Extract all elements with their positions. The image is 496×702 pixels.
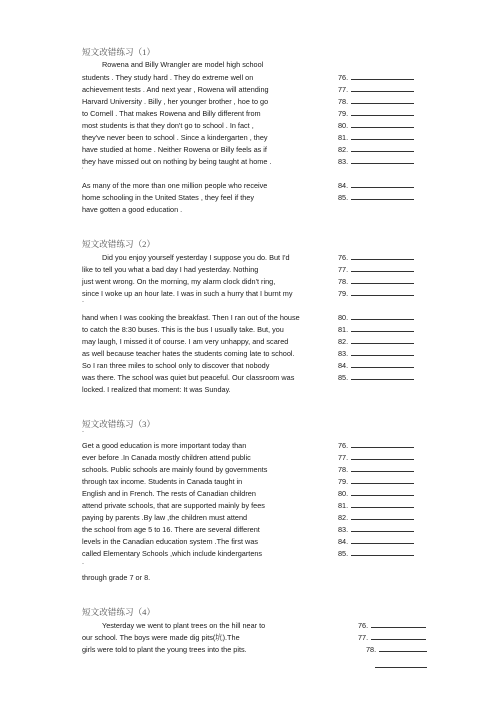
s2-line-10: was there. The school was quiet but peaceful. Our classroom was (82, 373, 295, 382)
s1-line-5: to Cornell . That makes Rowena and Billy different from (82, 109, 261, 118)
s3-line-1: Get a good education is more important today than (82, 441, 247, 450)
s3-line-10: called Elementary Schools ,which include kindergartens (82, 549, 263, 558)
s3-line-8: the school from age 5 to 16. There are several different (82, 525, 260, 534)
s2-answer-79[interactable]: 79. (338, 289, 414, 298)
s4-answer-77[interactable]: 77. (358, 633, 426, 642)
s2-answer-80[interactable]: 80. (338, 313, 414, 322)
s3-line-9: levels in the Canadian education system .The first was (82, 537, 259, 546)
s4-answer-76[interactable]: 76. (358, 621, 426, 630)
s1-answer-77[interactable]: 77. (338, 85, 414, 94)
s2-line-11: locked. I realized that moment: It was Sunday. (82, 385, 231, 394)
s2-answer-84[interactable]: 84. (338, 361, 414, 370)
s2-line-5: hand when I was cooking the breakfast. Then I ran out of the house (82, 313, 300, 322)
s3-answer-82[interactable]: 82. (338, 513, 414, 522)
s2-line-8: as well because teacher hates the students coming late to school. (82, 349, 295, 358)
s3-answer-77[interactable]: 77. (338, 453, 414, 462)
s3-answer-83[interactable]: 83. (338, 525, 414, 534)
s1-line-7: they've never been to school . Since a kindergarten , they (82, 133, 268, 142)
section-2-title: 短文改错练习（2） (82, 239, 156, 249)
s2-mark: - (82, 299, 84, 305)
s3-line-7: paying by parents .By law ,the children must attend (82, 513, 248, 522)
s4-line-3: girls were told to plant the young trees into the pits. (82, 645, 247, 654)
section-1-title: 短文改错练习（1） (82, 47, 156, 57)
s2-answer-78[interactable]: 78. (338, 277, 414, 286)
s2-line-9: So I ran three miles to school only to discover that nobody (82, 361, 270, 370)
section-4-title: 短文改错练习（4） (82, 607, 156, 617)
s3-line-2: ever before .In Canada mostly children attend public (82, 453, 251, 462)
s4-line-1: Yesterday we went to plant trees on the hill near to (102, 621, 266, 630)
s2-line-2: like to tell you what a bad day I had yesterday. Nothing (82, 265, 259, 274)
s3-mark-2: - (82, 561, 84, 567)
s2-line-1: Did you enjoy yourself yesterday I suppose you do. But I'd (102, 253, 290, 262)
s3-line-4: through tax income. Students in Canada taught in (82, 477, 243, 486)
s4-answer-blank-extra[interactable] (375, 667, 427, 668)
s1-answer-78[interactable]: 78. (338, 97, 414, 106)
s1-line-8: have studied at home . Neither Rowena or Billy feels as if (82, 145, 267, 154)
s3-answer-81[interactable]: 81. (338, 501, 414, 510)
s4-answer-78[interactable]: 78. (366, 645, 427, 654)
s4-line-2: our school. The boys were made dig pits(坑).The (82, 633, 240, 642)
s1-line-1: Rowena and Billy Wrangler are model high school (102, 60, 264, 69)
s2-answer-85[interactable]: 85. (338, 373, 414, 382)
s2-answer-82[interactable]: 82. (338, 337, 414, 346)
s3-answer-80[interactable]: 80. (338, 489, 414, 498)
s1-answer-83[interactable]: 83. (338, 157, 414, 166)
s2-answer-81[interactable]: 81. (338, 325, 414, 334)
s2-line-6: to catch the 8:30 buses. This is the bus I usually take. But, you (82, 325, 284, 334)
s1-line-11: home schooling in the United States , they feel if they (82, 193, 254, 202)
s3-line-11: through grade 7 or 8. (82, 573, 151, 582)
s2-answer-83[interactable]: 83. (338, 349, 414, 358)
s1-line-6: most students is that they don't go to school . In fact , (82, 121, 254, 130)
s2-line-7: may laugh, I missed it of course. I am very unhappy, and scared (82, 337, 289, 346)
s1-line-12: have gotten a good education . (82, 205, 183, 214)
s2-line-4: since I woke up an hour late. I was in such a hurry that I burnt my (82, 289, 293, 298)
section-3-title: 短文改错练习（3） (82, 419, 156, 429)
s2-answer-77[interactable]: 77. (338, 265, 414, 274)
s3-answer-79[interactable]: 79. (338, 477, 414, 486)
s1-mark: ' (82, 168, 84, 174)
s1-answer-79[interactable]: 79. (338, 109, 414, 118)
s1-answer-81[interactable]: 81. (338, 133, 414, 142)
s1-answer-80[interactable]: 80. (338, 121, 414, 130)
s2-line-3: just went wrong. On the morning, my alarm clock didn't ring, (82, 277, 276, 286)
s3-line-5: English and in French. The rests of Canadian children (82, 489, 256, 498)
s1-line-9: they have missed out on nothing by being taught at home . (82, 157, 272, 166)
s1-answer-82[interactable]: 82. (338, 145, 414, 154)
s3-answer-78[interactable]: 78. (338, 465, 414, 474)
s1-line-3: achievement tests . And next year , Rowena will attending (82, 85, 269, 94)
s1-answer-76[interactable]: 76. (338, 73, 414, 82)
s1-answer-85[interactable]: 85. (338, 193, 414, 202)
s1-line-10: As many of the more than one million people who receive (82, 181, 268, 190)
s2-answer-76[interactable]: 76. (338, 253, 414, 262)
s3-line-3: schools. Public schools are mainly found by governments (82, 465, 268, 474)
s3-answer-76[interactable]: 76. (338, 441, 414, 450)
s3-line-6: attend private schools, that are supported mainly by fees (82, 501, 265, 510)
s1-line-4: Harvard University . Billy , her younger brother , hoe to go (82, 97, 269, 106)
s1-line-2: students . They study hard . They do extreme well on (82, 73, 254, 82)
s3-answer-84[interactable]: 84. (338, 537, 414, 546)
s1-answer-84[interactable]: 84. (338, 181, 414, 190)
s3-mark-1: - (82, 429, 84, 435)
s3-answer-85[interactable]: 85. (338, 549, 414, 558)
